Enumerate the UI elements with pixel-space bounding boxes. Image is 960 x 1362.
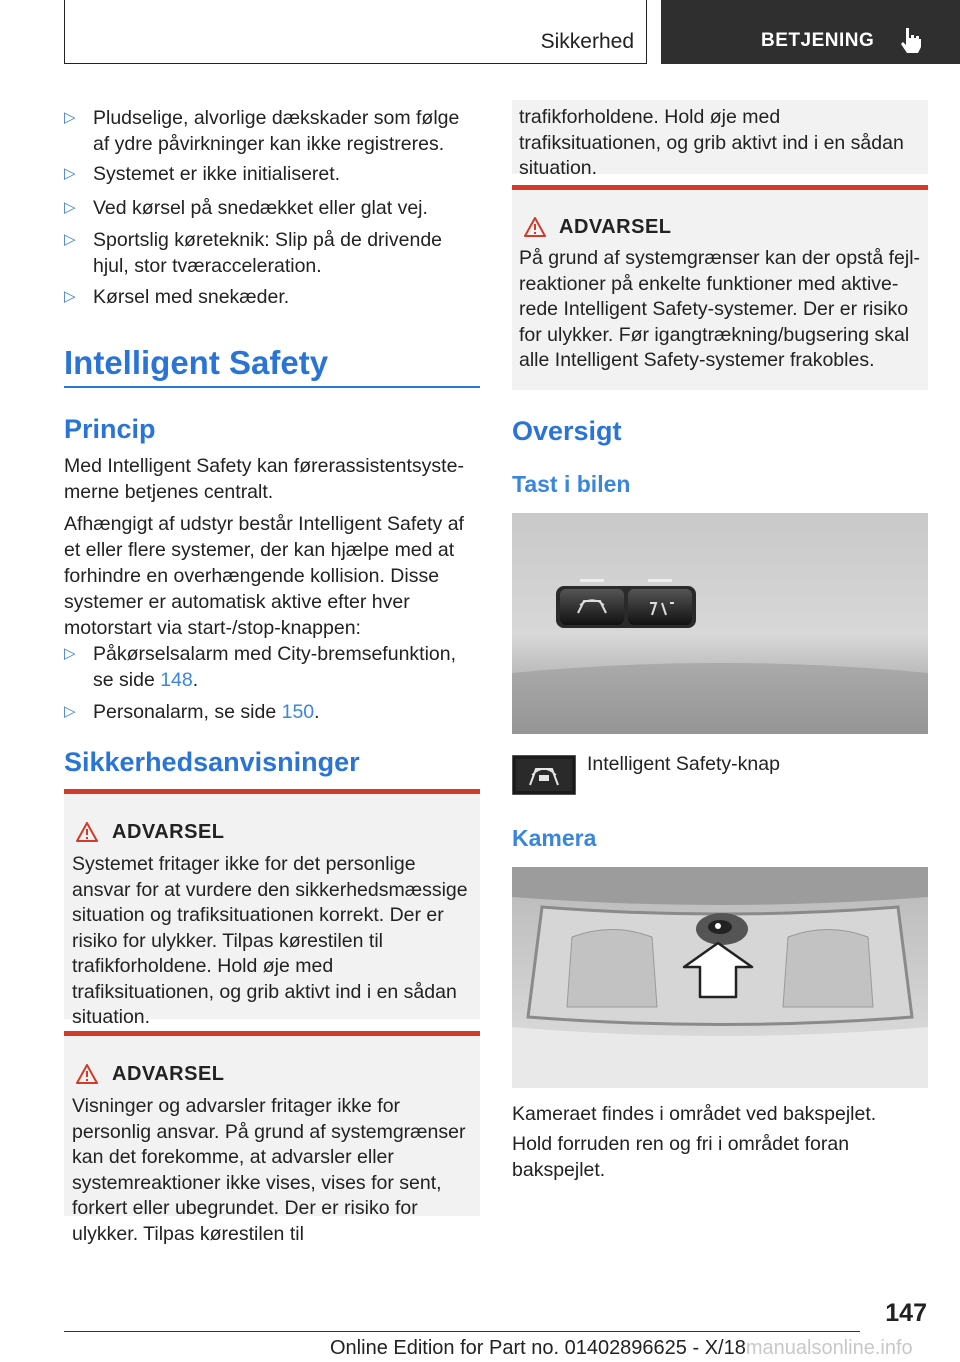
header-chapter-label: BETJENING: [761, 30, 875, 51]
list-item: ▷ Ved kørsel på snedækket eller glat vej.: [64, 197, 428, 219]
oversigt-heading: Oversigt: [512, 416, 622, 446]
bullet-triangle-icon: ▷: [64, 109, 76, 126]
bullet-triangle-icon: ▷: [64, 645, 76, 662]
list-item: ▷ Påkørselsalarm med City-bremsefunktion, se side 148.: [64, 643, 457, 691]
warning-text: Systemet fritager ikke for det personlige ansvar for at vurdere den sikkerhedsmæssige situation og trafiksituationen korrekt. Der er risiko for ulykker. Tilpas kørestilen til trafikforholdene. Hold øje med trafiksituationen, og grib aktivt ind i en sådan situation.: [72, 853, 468, 1028]
bullet-triangle-icon: ▷: [64, 199, 76, 216]
warning-text: Visninger og advarsler fritager ikke for personlig ansvar. På grund af systemgrænser kan det forekomme, at advarsler eller systemreaktioner ikke vises, vises for sent, forkert eller ubegrundet. Der er risiko for ulykker. Tilpas kørestilen til: [72, 1095, 466, 1245]
footer-divider: [64, 1331, 860, 1332]
princip-paragraph-2: Afhængigt af udstyr består Intelligent Safety af et eller flere systemer, der kan hjælpe med at forhindre en overhængende kollision. Disse systemer er automatisk aktive efter hver motorstart via start-/stop-knappen:: [64, 513, 464, 639]
warning-triangle-icon: [76, 1064, 98, 1084]
list-item: ▷ Sportslig køreteknik: Slip på de drivende hjul, stor tværacceleration.: [64, 229, 443, 277]
buttons-photo: [512, 513, 928, 734]
list-item: ▷ Personalarm, se side 150.: [64, 701, 320, 723]
warning-box: [64, 789, 480, 1028]
header-section-box: [64, 0, 647, 64]
kamera-heading: Kamera: [512, 825, 597, 851]
bullet-triangle-icon: ▷: [64, 231, 76, 248]
warning-triangle-icon: [76, 822, 98, 842]
list-item: ▷ Kørsel med snekæder.: [64, 286, 290, 308]
warning-title: ADVARSEL: [112, 821, 225, 843]
safety-heading: Sikkerhedsanvisninger: [64, 747, 360, 777]
page-number: 147: [885, 1299, 927, 1327]
footer-edition: Online Edition for Part no. 01402896625 - X/18manualsonline.info: [330, 1337, 913, 1359]
warning-text: På grund af systemgrænser kan der opstå fejlreaktioner på enkelte funktioner med aktiverede Intelligent Safety-systemer. Der er risiko for ulykker. Før igangtrækning/bugsering skal alle Intelligent Safety-systemer frakobles.: [519, 247, 921, 371]
warning-text-continued: trafikforholdene. Hold øje med trafiksituationen, og grib aktivt ind i en sådan situation.: [519, 106, 904, 179]
watermark: manualsonline.info: [745, 1337, 913, 1359]
page-link-148[interactable]: 148: [160, 669, 193, 691]
warning-box: [64, 1031, 480, 1245]
warning-title: ADVARSEL: [112, 1063, 225, 1085]
kamera-paragraph-1: Kameraet findes i området ved bakspejlet.: [512, 1103, 877, 1125]
warning-continued-box: [512, 100, 928, 179]
hand-pointer-icon: [897, 26, 923, 54]
bullet-triangle-icon: ▷: [64, 165, 76, 182]
warning-box: [512, 185, 928, 390]
princip-paragraph-1: Med Intelligent Safety kan førerassistentsystemerne betjenes centralt.: [64, 455, 464, 503]
button-caption: Intelligent Safety-knap: [587, 753, 780, 775]
header-chapter-tab: [661, 0, 960, 64]
bullet-triangle-icon: ▷: [64, 703, 76, 720]
bullet-triangle-icon: ▷: [64, 288, 76, 305]
list-item: ▷ Pludselige, alvorlige dækskader som følge af ydre påvirkninger kan ikke registreres.: [64, 107, 460, 155]
title-underline: [64, 386, 480, 388]
princip-heading: Princip: [64, 414, 156, 444]
warning-triangle-icon: [524, 217, 546, 237]
warning-title: ADVARSEL: [559, 216, 672, 238]
tast-heading: Tast i bilen: [512, 471, 631, 497]
header-section-title: Sikkerhed: [540, 30, 634, 53]
page-link-150[interactable]: 150: [281, 701, 315, 723]
camera-photo: [512, 867, 928, 1088]
kamera-paragraph-2: Hold forruden ren og fri i området foran bakspejlet.: [512, 1133, 850, 1181]
intelligent-safety-button-icon: [512, 755, 576, 795]
main-title: Intelligent Safety: [64, 344, 329, 381]
list-item: ▷ Systemet er ikke initialiseret.: [64, 163, 341, 185]
